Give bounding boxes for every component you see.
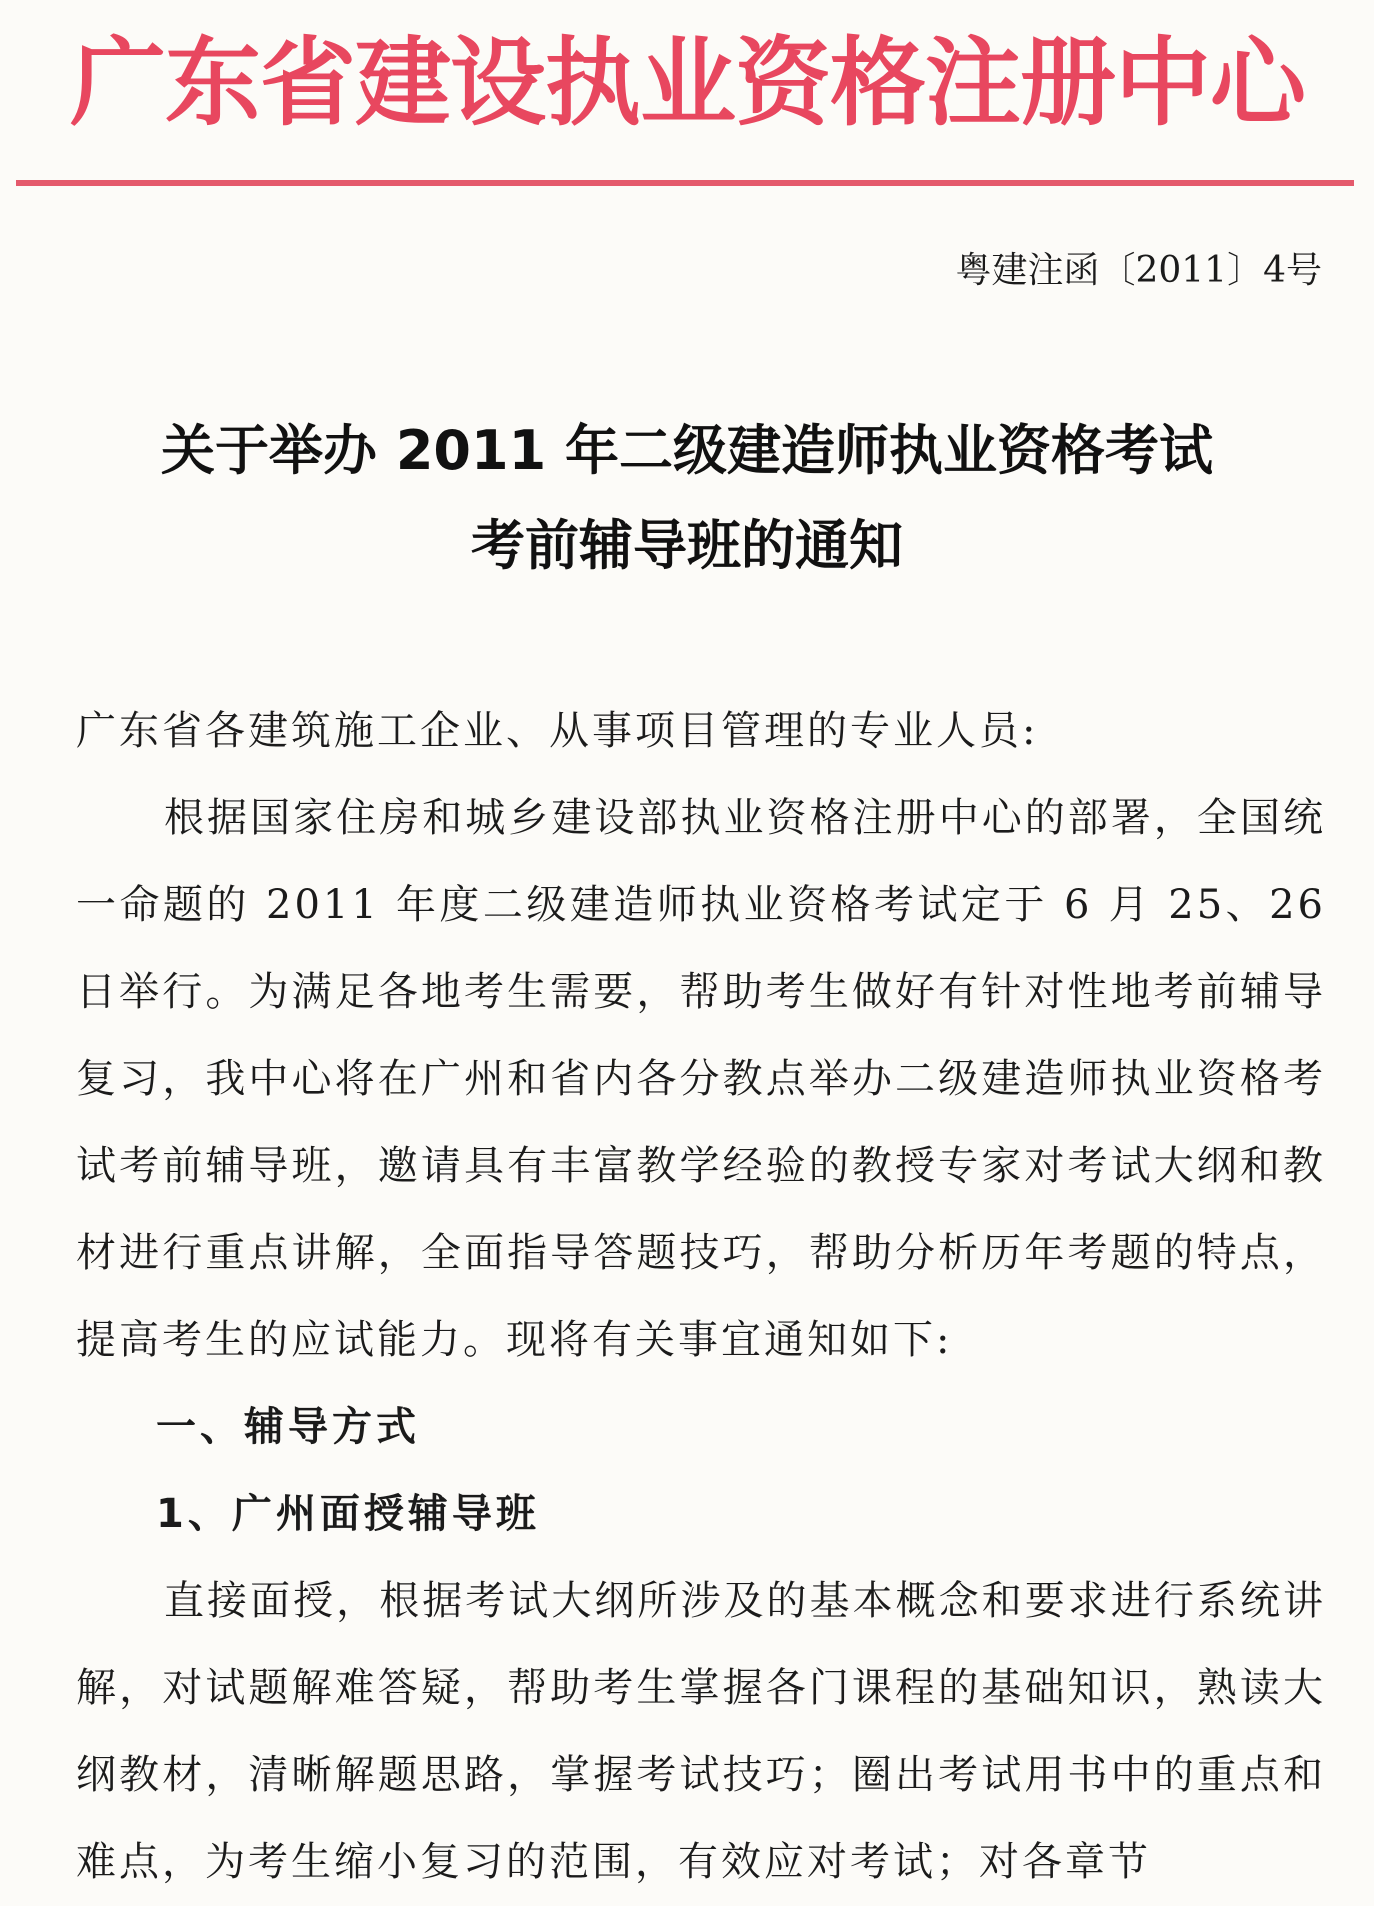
body-paragraph-guangzhou-class: 直接面授，根据考试大纲所涉及的基本概念和要求进行系统讲解，对试题解难答疑，帮助考生掌握各门课程的基础知识，熟读大纲教材，清晰解题思路，掌握考试技巧；圈出考试用书中的重点和难点，为考生缩小复习的范围，有效应对考试；对各章节: [76, 1578, 1326, 1885]
letterhead-red-rule: [16, 180, 1354, 186]
section-heading-tutoring-method: 一、辅导方式: [156, 1404, 420, 1450]
document-title-line-1: 关于举办 2011 年二级建造师执业资格考试: [161, 419, 1213, 482]
document-number: 粤建注函〔2011〕4号: [955, 250, 1322, 291]
document-title-line-2: 考前辅导班的通知: [471, 514, 903, 577]
body-paragraph-intro: 根据国家住房和城乡建设部执业资格注册中心的部署，全国统一命题的 2011 年度二级建造师执业资格考试定于 6 月 25、26 日举行。为满足各地考生需要，帮助考生做好有针对性地考前辅导复习，我中心将在广州和省内各分教点举办二级建造师执业资格考试考前辅导班，邀请具有丰富教学经验的教授专家对考试大纲和教材进行重点讲解，全面指导答题技巧，帮助分析历年考题的特点，提高考生的应试能力。现将有关事宜通知如下:: [76, 795, 1326, 1363]
letterhead-org-name: 广东省建设执业资格注册中心: [70, 27, 1305, 139]
salutation: 广东省各建筑施工企业、从事项目管理的专业人员:: [76, 708, 1039, 754]
document-body: [76, 688, 1326, 1906]
subsection-heading-guangzhou-class: 1、广州面授辅导班: [156, 1491, 540, 1537]
